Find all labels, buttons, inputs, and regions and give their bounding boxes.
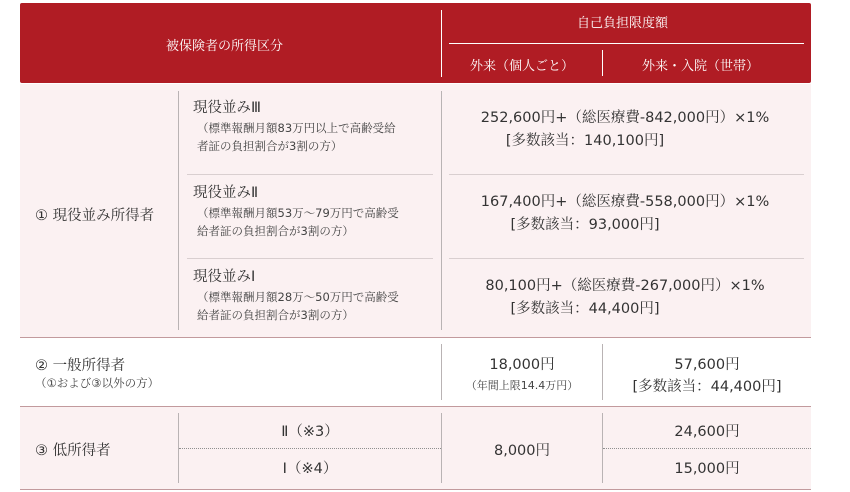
tier-3-desc-line2: 者証の負担割合が3割の方） xyxy=(197,139,343,153)
general-outpatient-amount: 18,000円 xyxy=(489,357,555,373)
tier-3-title: 現役並みⅢ xyxy=(193,100,261,116)
tier-divider-2 xyxy=(187,258,433,259)
header-divider-vertical xyxy=(441,10,442,77)
section-divider-1 xyxy=(20,337,811,338)
divider-col2 xyxy=(441,91,442,330)
general-income-sublabel: （①および③以外の方） xyxy=(35,376,160,390)
tier-2-desc-line2: 給者証の負担割合が3割の方） xyxy=(197,224,354,238)
income-category-header: 被保険者の所得区分 xyxy=(166,39,284,54)
tier-3-multi: [多数該当：140,100円] xyxy=(505,133,665,149)
low-income-label: ③ 低所得者 xyxy=(35,443,111,459)
tier-3-formula: 252,600円+（総医療費-842,000円）×1% xyxy=(480,110,770,126)
tier-1-desc-line2: 給者証の負担割合が3割の方） xyxy=(197,308,354,322)
tier-1-desc-line1: （標準報酬月額28万～50万円で高齢受 xyxy=(197,290,399,304)
header-divider-horizontal xyxy=(449,43,804,44)
low-household-tier-1: 15,000円 xyxy=(674,461,740,477)
tier-2-multi: [多数該当：93,000円] xyxy=(510,217,660,233)
tier-3-desc-line1: （標準報酬月額83万円以上で高齢受給 xyxy=(197,121,396,135)
low-household-tier-2: 24,600円 xyxy=(674,424,740,440)
low-outpatient-amount: 8,000円 xyxy=(493,443,550,459)
tier-divider-2b xyxy=(449,258,804,259)
general-income-label: ② 一般所得者 xyxy=(35,358,126,374)
low-tier-dotted-divider-right xyxy=(603,448,811,449)
tier-1-formula: 80,100円+（総医療費-267,000円）×1% xyxy=(485,278,765,294)
divider-col1 xyxy=(178,91,179,330)
tier-2-formula: 167,400円+（総医療費-558,000円）×1% xyxy=(480,194,770,210)
low-tier-1-label: Ⅰ（※4） xyxy=(282,461,338,477)
tier-2-title: 現役並みⅡ xyxy=(193,185,259,201)
low-tier-dotted-divider-left xyxy=(179,448,441,449)
tier-2-desc-line1: （標準報酬月額53万～79万円で高齢受 xyxy=(197,206,399,220)
general-household-multi: [多数該当：44,400円] xyxy=(632,379,782,395)
general-household-amount: 57,600円 xyxy=(674,357,740,373)
limit-title-header: 自己負担限度額 xyxy=(577,16,669,31)
household-header: 外来・入院（世帯） xyxy=(642,59,760,74)
tier-divider-1b xyxy=(449,174,804,175)
table-bottom-border xyxy=(20,489,811,490)
outpatient-individual-header: 外来（個人ごと） xyxy=(470,59,575,74)
section-divider-2 xyxy=(20,406,811,407)
low-tier-2-label: Ⅱ（※3） xyxy=(281,424,339,440)
header-divider-sub xyxy=(602,50,603,76)
current-income-label: ① 現役並み所得者 xyxy=(35,208,155,224)
general-outpatient-note: （年間上限14.4万円） xyxy=(465,379,579,392)
tier-1-title: 現役並みⅠ xyxy=(193,269,256,285)
tier-divider-1 xyxy=(187,174,433,175)
tier-1-multi: [多数該当：44,400円] xyxy=(510,301,660,317)
